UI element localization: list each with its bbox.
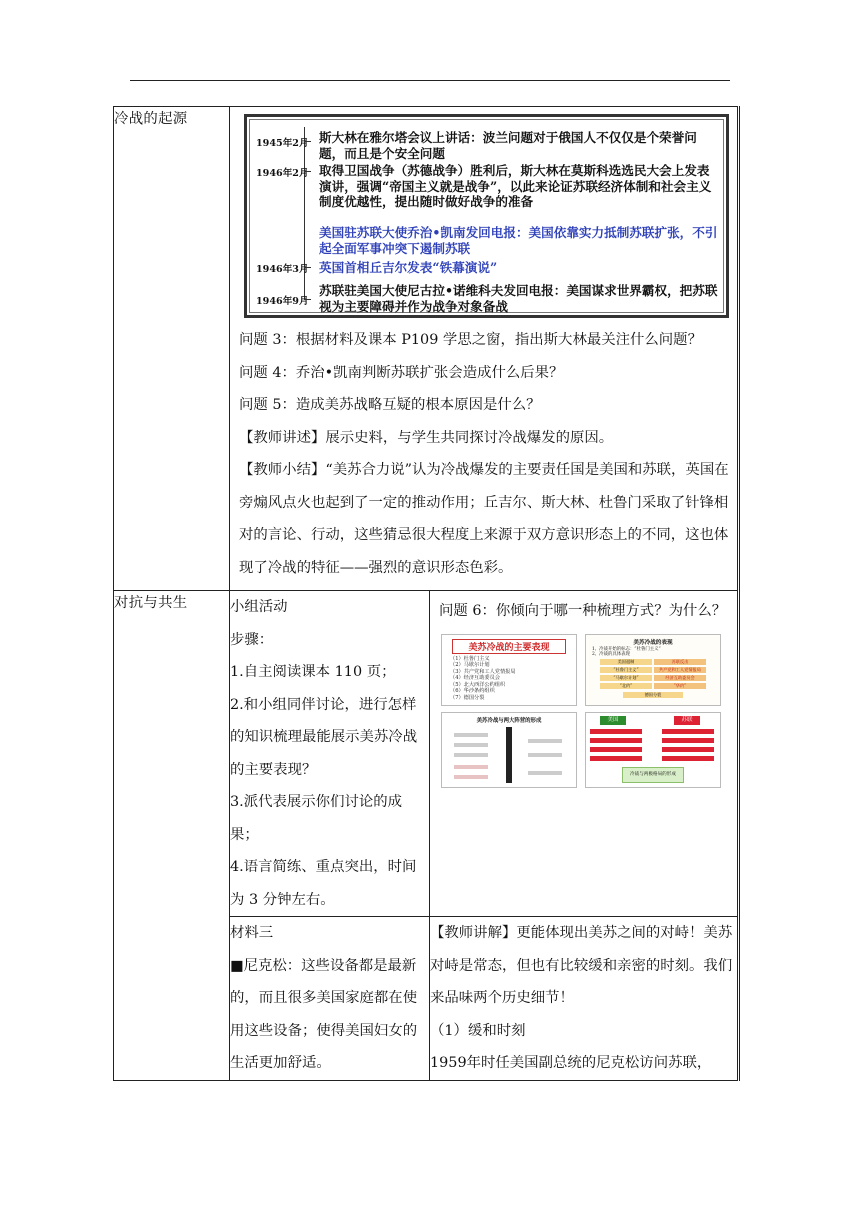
table-row [114,107,739,591]
list-item: 2、冷战的具体表现 [592,651,630,657]
list-item: 1、冷战开始的标志：“杜鲁门主义” [592,646,661,652]
diagram-box [590,738,642,743]
diagram-box [590,747,642,752]
timeline-figure [244,114,729,318]
diagram-box [662,756,714,761]
thumbnail-diagram-image [441,712,577,788]
thumbnail-list [442,654,576,704]
material-quote: ■尼克松：这些设备都是最新的，而且很多美国家庭都在使用这些设备；使得美国妇女的生活更加舒适。 [230,957,418,1071]
diagram-box [590,756,642,761]
activity-cell [230,591,430,917]
cell: “北约” [600,683,652,689]
timeline-tick [304,141,311,142]
diagram-axis [506,727,512,783]
timeline-event: 斯大林在雅尔塔会议上讲话：波兰问题对于俄国人不仅仅是个荣誉问题，而且是个安全问题 [319,130,697,161]
teacher-narration: 【教师讲述】展示史料，与学生共同探讨冷战爆发的原因。 [239,429,614,446]
diagram-box [662,729,714,734]
diagram-box [528,739,562,743]
list-item: （2）马歇尔计划 [450,662,490,669]
thumbnail-title: 美苏冷战的主要表现 [452,639,566,654]
timeline-date: 1946年2月 [256,168,309,179]
origin-content-cell [230,107,739,591]
cell: 美国遏制 [600,659,652,665]
diagram-box [454,733,488,737]
cell: “华约” [654,683,706,689]
diagram-box [590,729,642,734]
lesson-table [113,106,740,1081]
list-item: （5）北大西洋公约组织 [450,681,506,688]
thumbnail-title: 美苏冷战的表现 [633,639,673,646]
timeline-date: 1946年9月 [256,296,309,307]
thumbnail-title: 美苏冷战与两大阵营的形成 [476,717,542,724]
diagram-box [662,738,714,743]
list-item: （7）德国分裂 [450,695,485,702]
teacher-summary: 【教师小结】“美苏合力说”认为冷战爆发的主要责任国是美国和苏联，英国在旁煽风点火也起到了一定的推动作用；丘吉尔、斯大林、杜鲁门采取了针锋相对的言论、行动，这些猜忌很大程度上来源于双方意识形态上的不同，这也体现了冷战的特征——强烈的意识形态色彩。 [239,462,729,576]
question-6: 问题 6：你倾向于哪一种梳理方式？为什么？ [439,603,727,619]
diagram-box [454,753,488,757]
step-item: 4.语言简练、重点突出，时间为 3 分钟左右。 [230,859,417,908]
timeline-tick [304,299,311,300]
header-rule [130,80,730,81]
thumbnail-label: 冷战与两极格局的形成 [622,767,684,783]
thumbnail-comparison-image [585,712,721,788]
cell: 共产党和工人党情报局 [654,667,706,673]
thumbnail-cells [586,658,720,690]
row-label: 冷战的起源 [114,107,230,591]
step-item: 2.和小组同伴讨论，进行怎样的知识梳理最能展示美苏冷战的主要表现？ [230,696,418,778]
timeline-event: 取得卫国战争（苏德战争）胜利后，斯大林在莫斯科选选民大会上发表演讲，强调“帝国主义就是战争”，以此来论证苏联经济体制和社会主义制度优越性，提出随时做好战争的准备 [319,163,712,209]
material-title: 材料三 [230,925,274,941]
cell: 经济互助委员会 [654,675,706,681]
cell: 德国分裂 [623,692,683,698]
timeline-tick [304,171,311,172]
thumbnail-label: 美国 [600,716,626,725]
row-label: 对抗与共生 [114,591,230,1081]
diagram-box [454,743,488,747]
timeline-tick [304,267,311,268]
list-item: （3）共产党和工人党情报局 [450,668,516,675]
timeline-date: 1945年2月 [256,138,309,149]
step-item: 1.自主阅读课本 110 页； [230,664,396,680]
cell: “杜鲁门主义” [600,667,652,673]
question-3: 问题 3：根据材料及课本 P109 学思之窗，指出斯大林最关注什么问题？ [239,332,702,348]
diagram-box [662,747,714,752]
thumbnail-list-image [441,634,577,706]
table-row [114,591,739,917]
question-4: 问题 4：乔治•凯南判断苏联扩张会造成什么后果？ [239,364,564,381]
step-item: 3.派代表展示你们讨论的成果； [230,794,403,843]
diagram-box [528,753,562,757]
list-item: （1）杜鲁门主义 [450,655,490,662]
timeline-event: 苏联驻美国大使尼古拉•诺维科夫发回电报：美国谋求世界霸权，把苏联视为主要障碍并作为战争对象备战 [319,283,718,314]
question-cell [430,591,739,917]
activity-title: 小组活动 [230,599,288,615]
thumbnail-table-image [585,634,721,706]
question-5: 问题 5：造成美苏战略互疑的根本原因是什么？ [239,397,541,413]
timeline-date: 1946年3月 [256,264,309,275]
body-text: 1959年时任美国副总统的尼克松访问苏联， [430,1055,712,1071]
diagram-box [454,765,488,769]
cell: 苏联反击 [654,659,706,665]
diagram-box [528,771,562,775]
teacher-explanation: 【教师讲解】更能体现出美苏之间的对峙！美苏对峙是常态，但也有比较缓和亲密的时刻。我们来品味两个历史细节！ [430,925,733,1006]
cell: “马歇尔计划” [600,675,652,681]
thumbnail-label: 苏联 [674,716,700,725]
timeline-event: 英国首相丘吉尔发表“铁幕演说” [319,260,498,275]
list-item: （6）华沙条约组织 [450,688,495,695]
diagram-box [454,775,488,779]
material-cell [230,917,430,1081]
teacher-cell [430,917,739,1081]
subheading: （1）缓和时刻 [430,1022,526,1039]
steps-label: 步骤： [230,631,274,648]
timeline-event: 美国驻苏联大使乔治•凯南发回电报：美国依靠实力抵制苏联扩张，不引起全面军事冲突下遏制苏联 [319,225,718,256]
list-item: （4）经济互助委员会 [450,675,500,682]
thumbnail-sub [586,646,720,659]
thumbnail-grid [441,634,725,799]
